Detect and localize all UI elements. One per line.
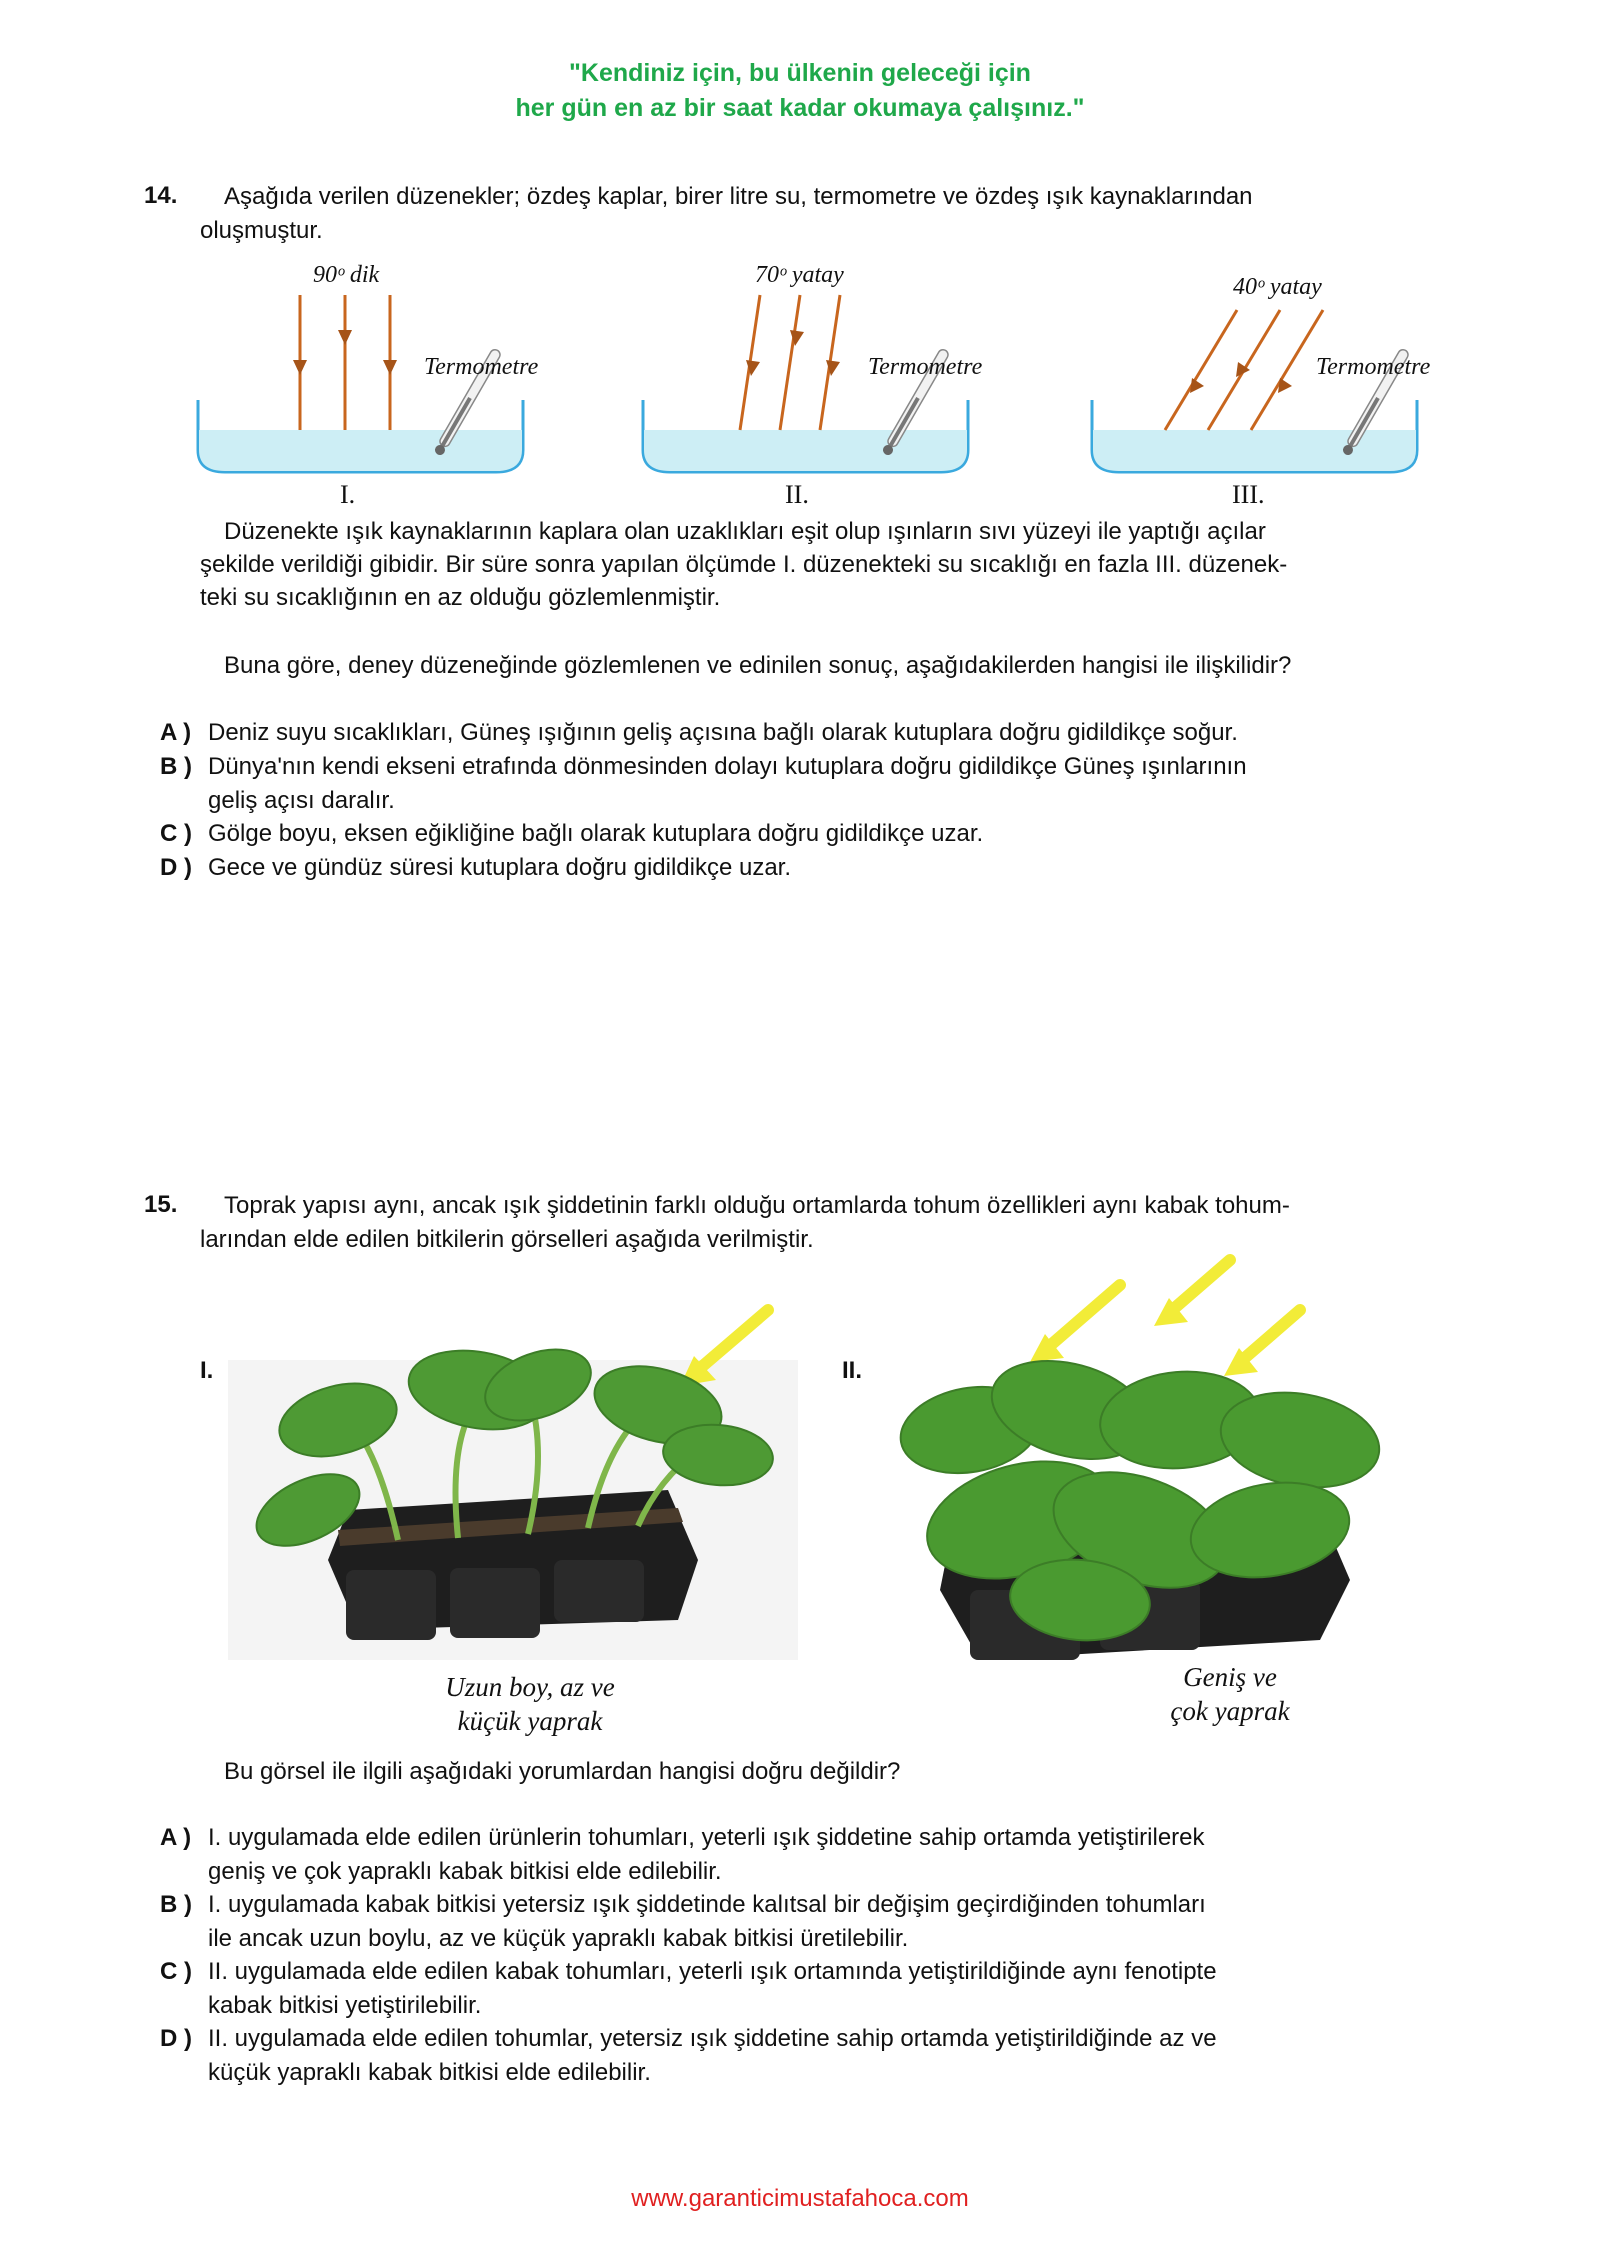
q15-option-c[interactable] xyxy=(160,1955,1448,2023)
q15-option-a[interactable] xyxy=(160,1821,1448,1889)
option-text-cont: kabak bitkisi yetiştirilebilir. xyxy=(208,1992,482,2019)
image-1-caption-line-1: Uzun boy, az ve xyxy=(445,1672,615,1702)
q14-paragraph-line-2: şekilde verildiği gibidir. Bir süre sonra yapılan ölçümde I. düzenekteki su sıcaklığı en fazla III. düzenek- xyxy=(200,551,1288,578)
image-2-caption-line-1: Geniş ve xyxy=(1183,1662,1277,1692)
option-letter: B ) xyxy=(160,753,192,780)
option-text: I. uygulamada kabak bitkisi yetersiz ışık şiddetinde kalıtsal bir değişim geçirdiğinden tohumları xyxy=(208,1891,1206,1918)
sun-arrows xyxy=(1030,1240,1300,1376)
q14-intro-line-2: oluşmuştur. xyxy=(200,217,323,244)
light-rays xyxy=(300,295,390,430)
q15-question: Bu görsel ile ilgili aşağıdaki yorumlardan hangisi doğru değildir? xyxy=(224,1758,901,1785)
q15-option-d[interactable] xyxy=(160,2022,1448,2090)
setup-label-3: III. xyxy=(1232,480,1265,509)
q15-intro-line-1: Toprak yapısı aynı, ancak ışık şiddetinin farklı olduğu ortamlarda tohum özellikleri aynı kabak tohum- xyxy=(224,1192,1290,1219)
footer-url[interactable]: www.garanticimustafahoca.com xyxy=(631,2185,969,2212)
option-text-cont: küçük yapraklı kabak bitkisi elde edilebilir. xyxy=(208,2059,651,2086)
option-letter: C ) xyxy=(160,820,192,847)
option-text: Dünya'nın kendi ekseni etrafında dönmesinden dolayı kutuplara doğru gidildikçe Güneş ışınlarının xyxy=(208,753,1247,780)
ray-arrows xyxy=(746,330,840,376)
q14-paragraph-line-1: Düzenekte ışık kaynaklarının kaplara olan uzaklıkları eşit olup ışınların sıvı yüzeyi ile yaptığı açılar xyxy=(224,518,1266,545)
setup-2 xyxy=(643,295,968,472)
q14-intro-line-1: Aşağıda verilen düzenekler; özdeş kaplar, birer litre su, termometre ve özdeş ışık kaynaklarından xyxy=(224,183,1253,210)
option-letter: B ) xyxy=(160,1891,192,1918)
q14-option-d[interactable] xyxy=(160,851,1448,885)
question-14-number: 14. xyxy=(144,182,178,209)
setup-label-2: II. xyxy=(785,480,809,509)
q14-option-a[interactable] xyxy=(160,716,1448,750)
q15-intro-line-2: larından elde edilen bitkilerin görselleri aşağıda verilmiştir. xyxy=(200,1226,814,1253)
option-text: Deniz suyu sıcaklıkları, Güneş ışığının geliş açısına bağlı olarak kutuplara doğru gidildikçe soğur. xyxy=(208,719,1238,746)
option-text-cont: ile ancak uzun boylu, az ve küçük yapraklı kabak bitkisi üretilebilir. xyxy=(208,1925,909,1952)
image-label-2: II. xyxy=(842,1357,863,1384)
setup-3 xyxy=(1092,310,1417,472)
thermometer-label-3: Termometre xyxy=(1316,354,1431,380)
plant-image-2 xyxy=(880,1240,1410,1680)
option-text-cont: geliş açısı daralır. xyxy=(208,787,395,814)
option-letter: D ) xyxy=(160,2025,192,2052)
option-letter: C ) xyxy=(160,1958,192,1985)
option-text: I. uygulamada elde edilen ürünlerin tohumları, yeterli ışık şiddetine sahip ortamda yetiştirilerek xyxy=(208,1824,1205,1851)
option-letter: A ) xyxy=(160,1824,192,1851)
setup-1 xyxy=(198,295,523,472)
plant-image-1 xyxy=(228,1290,828,1670)
water xyxy=(1093,430,1416,471)
thermometer-label-1: Termometre xyxy=(424,354,539,380)
q14-paragraph-line-3: teki su sıcaklığının en az olduğu gözlemlenmiştir. xyxy=(200,584,721,611)
option-text: Gölge boyu, eksen eğikliğine bağlı olarak kutuplara doğru gidildikçe uzar. xyxy=(208,820,984,847)
image-1-caption-line-2: küçük yaprak xyxy=(457,1706,603,1736)
angle-label-3: 40ᵒ yatay xyxy=(1233,274,1322,300)
q15-option-b[interactable] xyxy=(160,1888,1448,1956)
option-text-cont: geniş ve çok yapraklı kabak bitkisi elde edilebilir. xyxy=(208,1858,722,1885)
water xyxy=(644,430,967,471)
motto-line-2: her gün en az bir saat kadar okumaya çalışınız." xyxy=(515,94,1085,122)
q14-option-c[interactable] xyxy=(160,817,1448,851)
q14-question: Buna göre, deney düzeneğinde gözlemlenen ve edinilen sonuç, aşağıdakilerden hangisi ile ilişkilidir? xyxy=(224,652,1292,679)
angle-label-1: 90ᵒ dik xyxy=(313,262,380,288)
image-2-caption-line-2: çok yaprak xyxy=(1170,1696,1290,1726)
angle-label-2: 70ᵒ yatay xyxy=(755,262,844,288)
option-text: Gece ve gündüz süresi kutuplara doğru gidildikçe uzar. xyxy=(208,854,792,881)
image-label-1: I. xyxy=(200,1357,214,1384)
q14-option-b[interactable] xyxy=(160,750,1448,818)
question-15-number: 15. xyxy=(144,1191,178,1218)
option-letter: A ) xyxy=(160,719,192,746)
option-text: II. uygulamada elde edilen tohumlar, yetersiz ışık şiddetine sahip ortamda yetiştirildiğinde az ve xyxy=(208,2025,1217,2052)
motto-line-1: "Kendiniz için, bu ülkenin geleceği için xyxy=(569,59,1031,87)
setup-label-1: I. xyxy=(340,480,356,509)
thermometer-label-2: Termometre xyxy=(868,354,983,380)
option-text: II. uygulamada elde edilen kabak tohumları, yeterli ışık ortamında yetiştirildiğinde aynı fenotipte xyxy=(208,1958,1217,1985)
water xyxy=(199,430,522,471)
option-letter: D ) xyxy=(160,854,192,881)
